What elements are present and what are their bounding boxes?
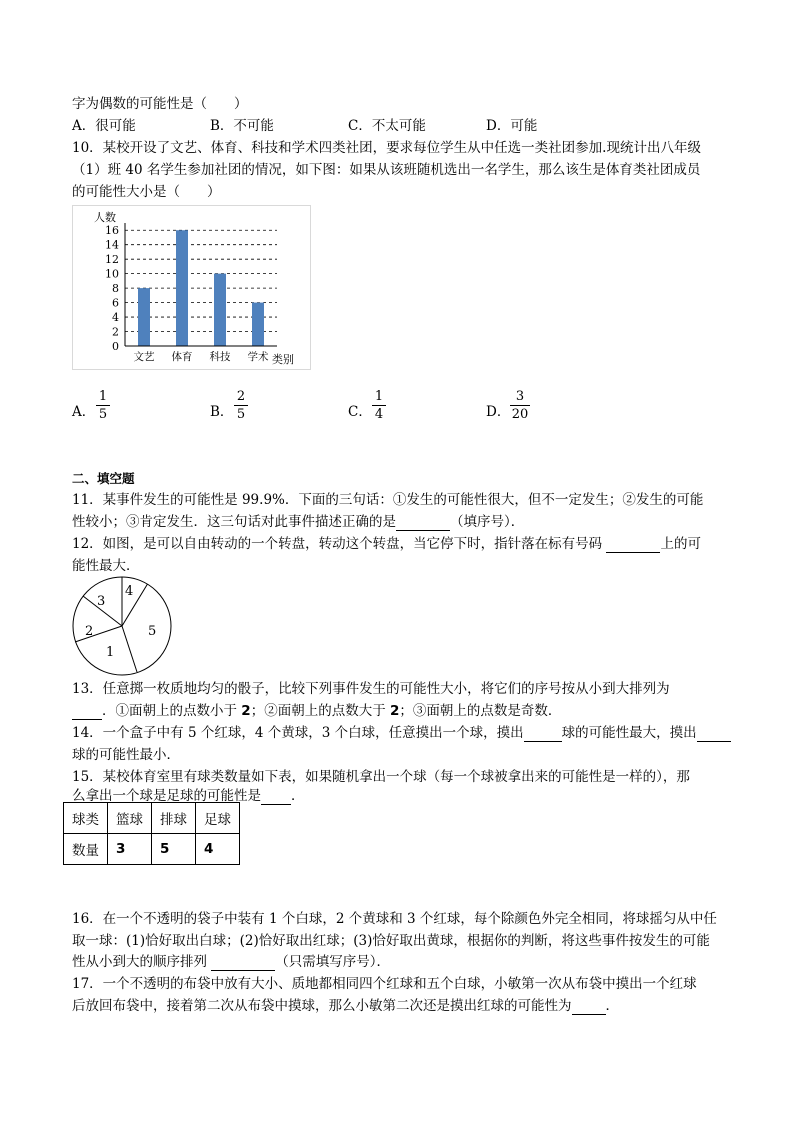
table-cell: 3	[108, 834, 152, 865]
table-row	[64, 803, 240, 834]
q9-option-d[interactable]: D．可能	[486, 118, 538, 134]
y-tick-label: 16	[105, 224, 119, 238]
q10-line3: 的可能性大小是（ ）	[72, 184, 221, 200]
q14-line2: 球的可能性最小．	[72, 747, 180, 763]
spinner-label-1: 1	[106, 645, 115, 660]
q13-line2: ．①面朝上的点数小于 2；②面朝上的点数大于 2；③面朝上的点数是奇数．	[72, 702, 561, 720]
table-header-cell: 排球	[152, 803, 196, 834]
y-tick-label: 6	[112, 296, 119, 310]
table-cell: 5	[152, 834, 196, 865]
q15-line1: 15．某校体育室里有球类数量如下表，如果随机拿出一个球（每一个球被拿出来的可能性是一样的），那	[72, 769, 690, 785]
q10-option-d-letter[interactable]: D．	[486, 404, 511, 420]
y-tick-label: 4	[112, 311, 119, 325]
q12-answer-blank[interactable]	[606, 538, 660, 553]
q10-option-c-letter[interactable]: C．	[348, 404, 372, 420]
x-tick-label: 科技	[209, 351, 231, 363]
q10-option-a-letter[interactable]: A．	[72, 404, 96, 420]
q14-answer-blank-1[interactable]	[524, 727, 562, 742]
table-row	[64, 834, 240, 865]
q16-line1: 16．在一个不透明的袋子中装有 1 个白球，2 个黄球和 3 个红球，每个除颜色外完全相同，将球摇匀从中任	[72, 911, 717, 927]
spinner-label-2: 2	[85, 624, 94, 639]
q15-line2: 么拿出一个球是足球的可能性是 ．	[72, 788, 305, 804]
spinner-label-5: 5	[148, 624, 157, 639]
table-header-cell: 足球	[196, 803, 240, 834]
y-tick-label: 8	[112, 282, 119, 296]
spinner-label-3: 3	[97, 594, 106, 609]
ball-count-table	[63, 802, 240, 865]
bar-体育	[176, 230, 188, 346]
q17-line2: 后放回布袋中，接着第二次从布袋中摸球，那么小敏第二次还是摸出红球的可能性为 ．	[72, 998, 619, 1014]
q10-option-b-letter[interactable]: B．	[210, 404, 234, 420]
bar-chart	[72, 205, 312, 371]
spinner-diagram	[70, 576, 176, 676]
q12-line2: 能性最大．	[72, 558, 140, 574]
x-axis-label: 类别	[272, 353, 294, 366]
q9-tail: 字为偶数的可能性是（ ）	[72, 96, 248, 112]
x-tick-label: 文艺	[133, 351, 155, 363]
q10-option-d-fraction: 3 20	[511, 389, 529, 422]
q10-option-b-fraction: 2 5	[234, 389, 248, 422]
y-axis-label: 人数	[94, 211, 116, 224]
q11-answer-blank[interactable]	[396, 516, 450, 531]
table-header-cell: 球类	[64, 803, 108, 834]
q10-option-c-fraction: 1 4	[372, 389, 386, 422]
section-2-title: 二、填空题	[72, 471, 135, 486]
q13-answer-blank[interactable]	[72, 705, 102, 720]
bar-科技	[214, 274, 226, 346]
x-tick-label: 学术	[247, 351, 269, 363]
y-tick-label: 2	[112, 325, 119, 339]
y-tick-label: 0	[112, 340, 119, 353]
q17-line1: 17．一个不透明的布袋中放有大小、质地都相同四个红球和五个白球，小敏第一次从布袋中摸出一个红球	[72, 976, 697, 992]
q9-option-a[interactable]: A．很可能	[72, 118, 136, 134]
q16-line2: 取一球：(1)恰好取出白球；(2)恰好取出红球；(3)恰好取出黄球，根据你的判断，将这些事件按发生的可能	[72, 933, 710, 949]
q10-line2: （1）班 40 名学生参加社团的情况，如下图：如果从该班随机选出一名学生，那么该生是体育类社团成员	[72, 162, 701, 178]
q10-line1: 10．某校开设了文艺、体育、科技和学术四类社团，要求每位学生从中任选一类社团参加.现统计出八年级	[72, 140, 701, 156]
q14-answer-blank-2[interactable]	[697, 727, 731, 742]
table-cell: 4	[196, 834, 240, 865]
q10-option-a-fraction: 1 5	[96, 389, 110, 422]
spinner-label-4: 4	[125, 584, 134, 599]
q14-line1: 14．一个盒子中有 5 个红球，4 个黄球，3 个白球，任意摸出一个球，摸出 球的可能性最大，摸出	[72, 724, 731, 742]
q16-answer-blank[interactable]	[211, 956, 275, 971]
q9-option-b[interactable]: B．不可能	[210, 118, 274, 134]
y-tick-label: 14	[105, 238, 119, 252]
q15-answer-blank[interactable]	[261, 790, 291, 805]
table-row-label: 数量	[64, 834, 108, 865]
bar-文艺	[138, 288, 150, 346]
x-tick-label: 体育	[171, 351, 193, 363]
bar-学术	[252, 303, 264, 346]
table-header-cell: 篮球	[108, 803, 152, 834]
q11-line1: 11．某事件发生的可能性是 99.9%．下面的三句话：①发生的可能性很大，但不一定发生；②发生的可能	[72, 492, 704, 508]
q12-line1: 12．如图，是可以自由转动的一个转盘，转动这个转盘，当它停下时，指针落在标有号码 上的可	[72, 536, 701, 552]
y-tick-label: 12	[105, 253, 119, 267]
q13-line1: 13．任意掷一枚质地均匀的骰子，比较下列事件发生的可能性大小，将它们的序号按从小到大排列为	[72, 681, 670, 697]
q11-line2: 性较小；③肯定发生．这三句话对此事件描述正确的是 （填序号）．	[72, 514, 525, 530]
q17-answer-blank[interactable]	[572, 1000, 606, 1015]
q9-option-c[interactable]: C．不太可能	[348, 118, 426, 134]
y-tick-label: 10	[105, 267, 119, 281]
q16-line3: 性从小到大的顺序排列 （只需填写序号）．	[72, 954, 391, 970]
